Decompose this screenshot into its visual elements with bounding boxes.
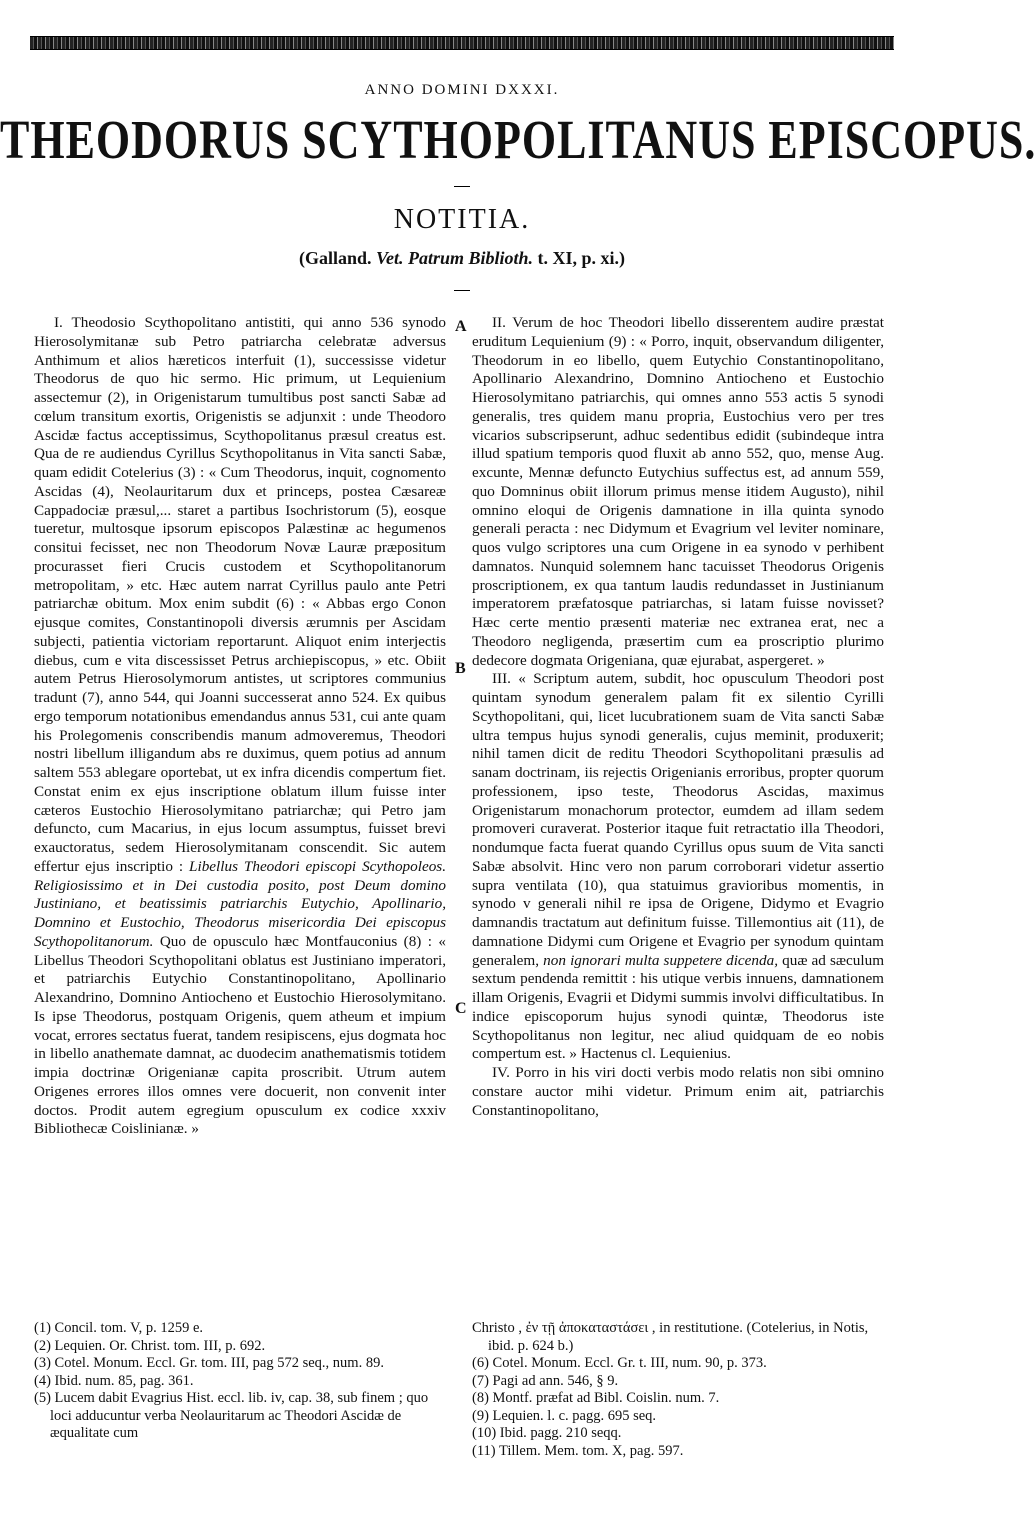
source-suffix: t. XI, p. xi.) [537, 248, 626, 268]
margin-marker-a: A [455, 318, 467, 335]
paragraph-4: IV. Porro in his viri docti verbis modo relatis non sibi omnino constare auctor mihi videtur. Primum enim ait, patriarchis Constantinopolitano, [472, 1064, 884, 1119]
section-divider [454, 290, 470, 291]
inscription-text: Libellus Theodori episcopi Scythopoleos. Religiosissimo et in Dei custodia posito, post Deum domino Justiniano, et beatissimis patriarchis Eutychio, Apollinario, Domnino et Eustochio, Theodorus misericordia Dei episcopus Scythopolitanorum. [34, 857, 446, 950]
footnote: (10) Ibid. pagg. 210 seqq. [472, 1425, 622, 1441]
left-column [34, 314, 446, 1139]
right-column [472, 314, 884, 1120]
margin-marker-b: B [455, 660, 466, 677]
page-title: THEODORUS SCYTHOPOLITANUS EPISCOPUS. [0, 109, 1036, 171]
margin-marker-c: C [455, 1000, 467, 1017]
footnote: (5) Lucem dabit Evagrius Hist. eccl. lib. iv, cap. 38, sub finem ; quo loci adducuntur verba Neolauritarum ac Theodori Ascidæ de æqualitate cum [34, 1390, 429, 1441]
paragraph-2: II. Verum de hoc Theodori libello disserentem audire præstat eruditum Lequienium (9) : « Porro, inquit, observandum diligenter, Theodorum in eo libello, quem Eutychio Constantinopolitano, Apollinario Alexandrino, Domnino Antiocheno et Eustochio Hierosolymitano patriarchis, qui omnes anno 553 actis 5 synodi generalis, tres quidem manu propria, Eustochius vero per tres vicarios subscripserunt, adhuc sedentibus edidit (subindeque intra illud spatium temporis quod fluxit ab anno 552, quo, mense Aug. excunte, Mennæ defuncto Eutychius suffectus est, ad annum 559, quo Domninus obiit illorum primus mense itidem Augusto), nihil omnino eloqui de Origenis damnatione in illa quinta synodo generali peracta : nec Didymum et Evagrium vel leviter nominare, quos vulgo scriptores una cum Origene in ea synodo v perhibent damnatos. Nunquid solemnem hanc tacuisset Theodorus Origenis proscriptionem, ex qua tantum laudis redundasset in Justinianum imperatorem præfatosque patriarchas, si latam fuisse novisset? Hæc certe mentio præsenti materiæ nec extranea erat, nec a Theodoro negligenda, præsertim cum ea proscriptio plurimo dedecore dogmata Origeniana, quæ ejurabat, aspergeret. » [472, 314, 884, 669]
footnote: (9) Lequien. l. c. pagg. 695 seq. [472, 1407, 657, 1424]
footnote: (7) Pagi ad ann. 546, § 9. [472, 1372, 619, 1389]
footnote: (2) Lequien. Or. Christ. tom. III, p. 692. [34, 1337, 266, 1354]
footnote: (8) Montf. præfat ad Bibl. Coislin. num. 7. [472, 1390, 720, 1406]
footnote-continuation: Christo , ἐν τῇ ἀποκαταστάσει , in restitutione. (Cotelerius, in Notis, ibid. p. 624 b.) [472, 1320, 869, 1354]
paragraph-3-end: quæ ad sæculum sextum pendenda remittit : his utique verbis innuens, damnationem illam Origenis, Evagrii et Didymi summis involvi difficultatibus. In indice episcoporum hujus synodi quintæ, Theodorus iste Scythopolitanus non legitur, nec aliud quidquam de eo nobis compertum est. » Hactenus cl. Lequienius. [472, 951, 885, 1063]
footnote: (1) Concil. tom. V, p. 1259 e. [34, 1320, 204, 1336]
section-heading: NOTITIA. [393, 204, 531, 235]
title-divider [454, 186, 470, 187]
footnote: (3) Cotel. Monum. Eccl. Gr. tom. III, pag 572 seq., num. 89. [34, 1355, 384, 1371]
footnotes-right [472, 1320, 884, 1460]
paragraph-3-text: III. « Scriptum autem, subdit, hoc opusculum Theodori post quintam synodum generalem palam fit ex silentio Cyrilli Scythopolitani, qui, licet lucubrationem suam de Vita sancti Sabæ ultra tempus hujus synodi generalis, cujus meminit, produxerit; nihil tamen dicit de reditu Theodori Scythopolitani præsulis ad sanam doctrinam, iis rejectis Origenianis erroribus, propter quorum professionem, ipso teste, Theodorus Ascidas, maximus Origenistarum monachorum protector, eumdem ad illam sedem promoveri curaverat. Posterior itaque fuit retractatio illa Theodori, nondumque facta fuerat quando Cyrillus opus suum de Vita sancti Sabæ absolvit. Hinc vero non parum corroborari videtur assertio supra ventilata (10), qua statuimus gravioribus momentis, in synodo v generali nihil re ipsa de Origene, Didymo et Evagrio damnandis tractatum aut definitum fuisse. Tillemontius ait (11), de damnatione Didymi cum Origene et Evagrio per synodum quintam generalem, [472, 670, 884, 969]
paragraph-1 [34, 314, 446, 1139]
year-line: ANNO DOMINI DXXXI. [364, 82, 560, 98]
paragraph-1-end: Quo de opusculo hæc Montfauconius (8) : « Libellus Theodori Scythopolitani oblatus est Justiniano imperatori, et patriarchis Eutychio Constantinopolitano, Apollinario Alexandrino, Domnino Antiocheno et Eustochio Hierosolymitano. Is ipse Theodorus, postquam Origenis, quem atheum et impium vocat, errores sectatus fuerat, tandem resipiscens, ejus dogmata hoc in libello anathemate damnat, ac duodecim anathematismis totidem impia doctrinæ Origenianæ capita proscribit. Utrum autem Origenes errores illos omnes vere docuerit, non convenit inter doctos. Prodit autem egregium opusculum ex codice xxxiv Bibliothecæ Coislinianæ. » [34, 932, 446, 1138]
header-ornament [30, 36, 894, 50]
paragraph-1-text: I. Theodosio Scythopolitano antistiti, qui anno 536 synodo Hierosolymitanæ sub Petro patriarcha celebratæ adversus Anthimum et alios hæreticos interfuit (1), successisse videtur Theodorus de quo hic sermo. Hic primum, ut Lequienium assectemur (2), in Origenistarum tumultibus post sancti Sabæ ad cœlum transitum exortis, Origenistis se adjunxit : unde Theodoro Ascidæ factus acceptissimus, Scythopolitanus præsul creatus est. Qua de re audiendus Cyrillus Scythopolitanus in Vita sancti Sabæ, quam edidit Cotelerius (3) : « Cum Theodorus, inquit, cognomento Ascidas (4), Neolauritarum dux et princeps, postea Cæsareæ Cappadociæ præsul,... staret a partibus Isochristorum (5), eosque tueretur, multosque ipsorum episcopos Palæstinæ ac hegumenos consitui fecisset, nec non Theodorum Novæ Lauræ præpositum procurasset fieri Crucis custodem et Scythopolitanorum metropolitam, » etc. Hæc autem narrat Cyrillus paulo ante Petri patriarchæ obitum. Mox enim subdit (6) : « Abbas ergo Conon ejusque comites, Constantinopoli diversis ærumnis per Ascidam subjecti, patientia victoriam reportarunt. Aliquot enim interjectis diebus, cum e vita discessisset Petrus archiepiscopus, » etc. Obiit autem Petrus Hierosolymorum antistes, ut scriptores communius tradunt (7), anno 544, qui Joanni successerat anno 524. Ex quibus ergo temporum notationibus emendandus annus 531, cui ante quam his Prolegomenis conscribendis manum admoveremus, Theodori nostri libellum illigandum abs re duximus, quem potius ad annum saltem 553 ablegare oportebat, ut ex infra dicendis compertum fiet. Constat enim ex ejus inscriptione oblatum illum fuisse inter cæteros Eustochio Hierosolymitano patriarchæ; qui Petro jam defuncto, cum Macarius, in ejus locum assumptus, fuisset brevi exauctoratus, sedem Hierosolymitanam conscendit. Sic autem effertur ejus inscriptio : [34, 314, 446, 875]
paragraph-3-italic: non ignorari multa suppetere dicenda, [543, 951, 778, 969]
paragraph-3 [472, 670, 884, 1064]
source-title: Vet. Patrum Biblioth. [375, 248, 534, 268]
footnote: (11) Tillem. Mem. tom. X, pag. 597. [472, 1442, 684, 1459]
source-reference [0, 248, 924, 269]
source-prefix: (Galland. [298, 248, 372, 268]
footnotes-left [34, 1320, 446, 1443]
footnote: (4) Ibid. num. 85, pag. 361. [34, 1372, 194, 1389]
footnote: (6) Cotel. Monum. Eccl. Gr. t. III, num. 90, p. 373. [472, 1355, 767, 1371]
